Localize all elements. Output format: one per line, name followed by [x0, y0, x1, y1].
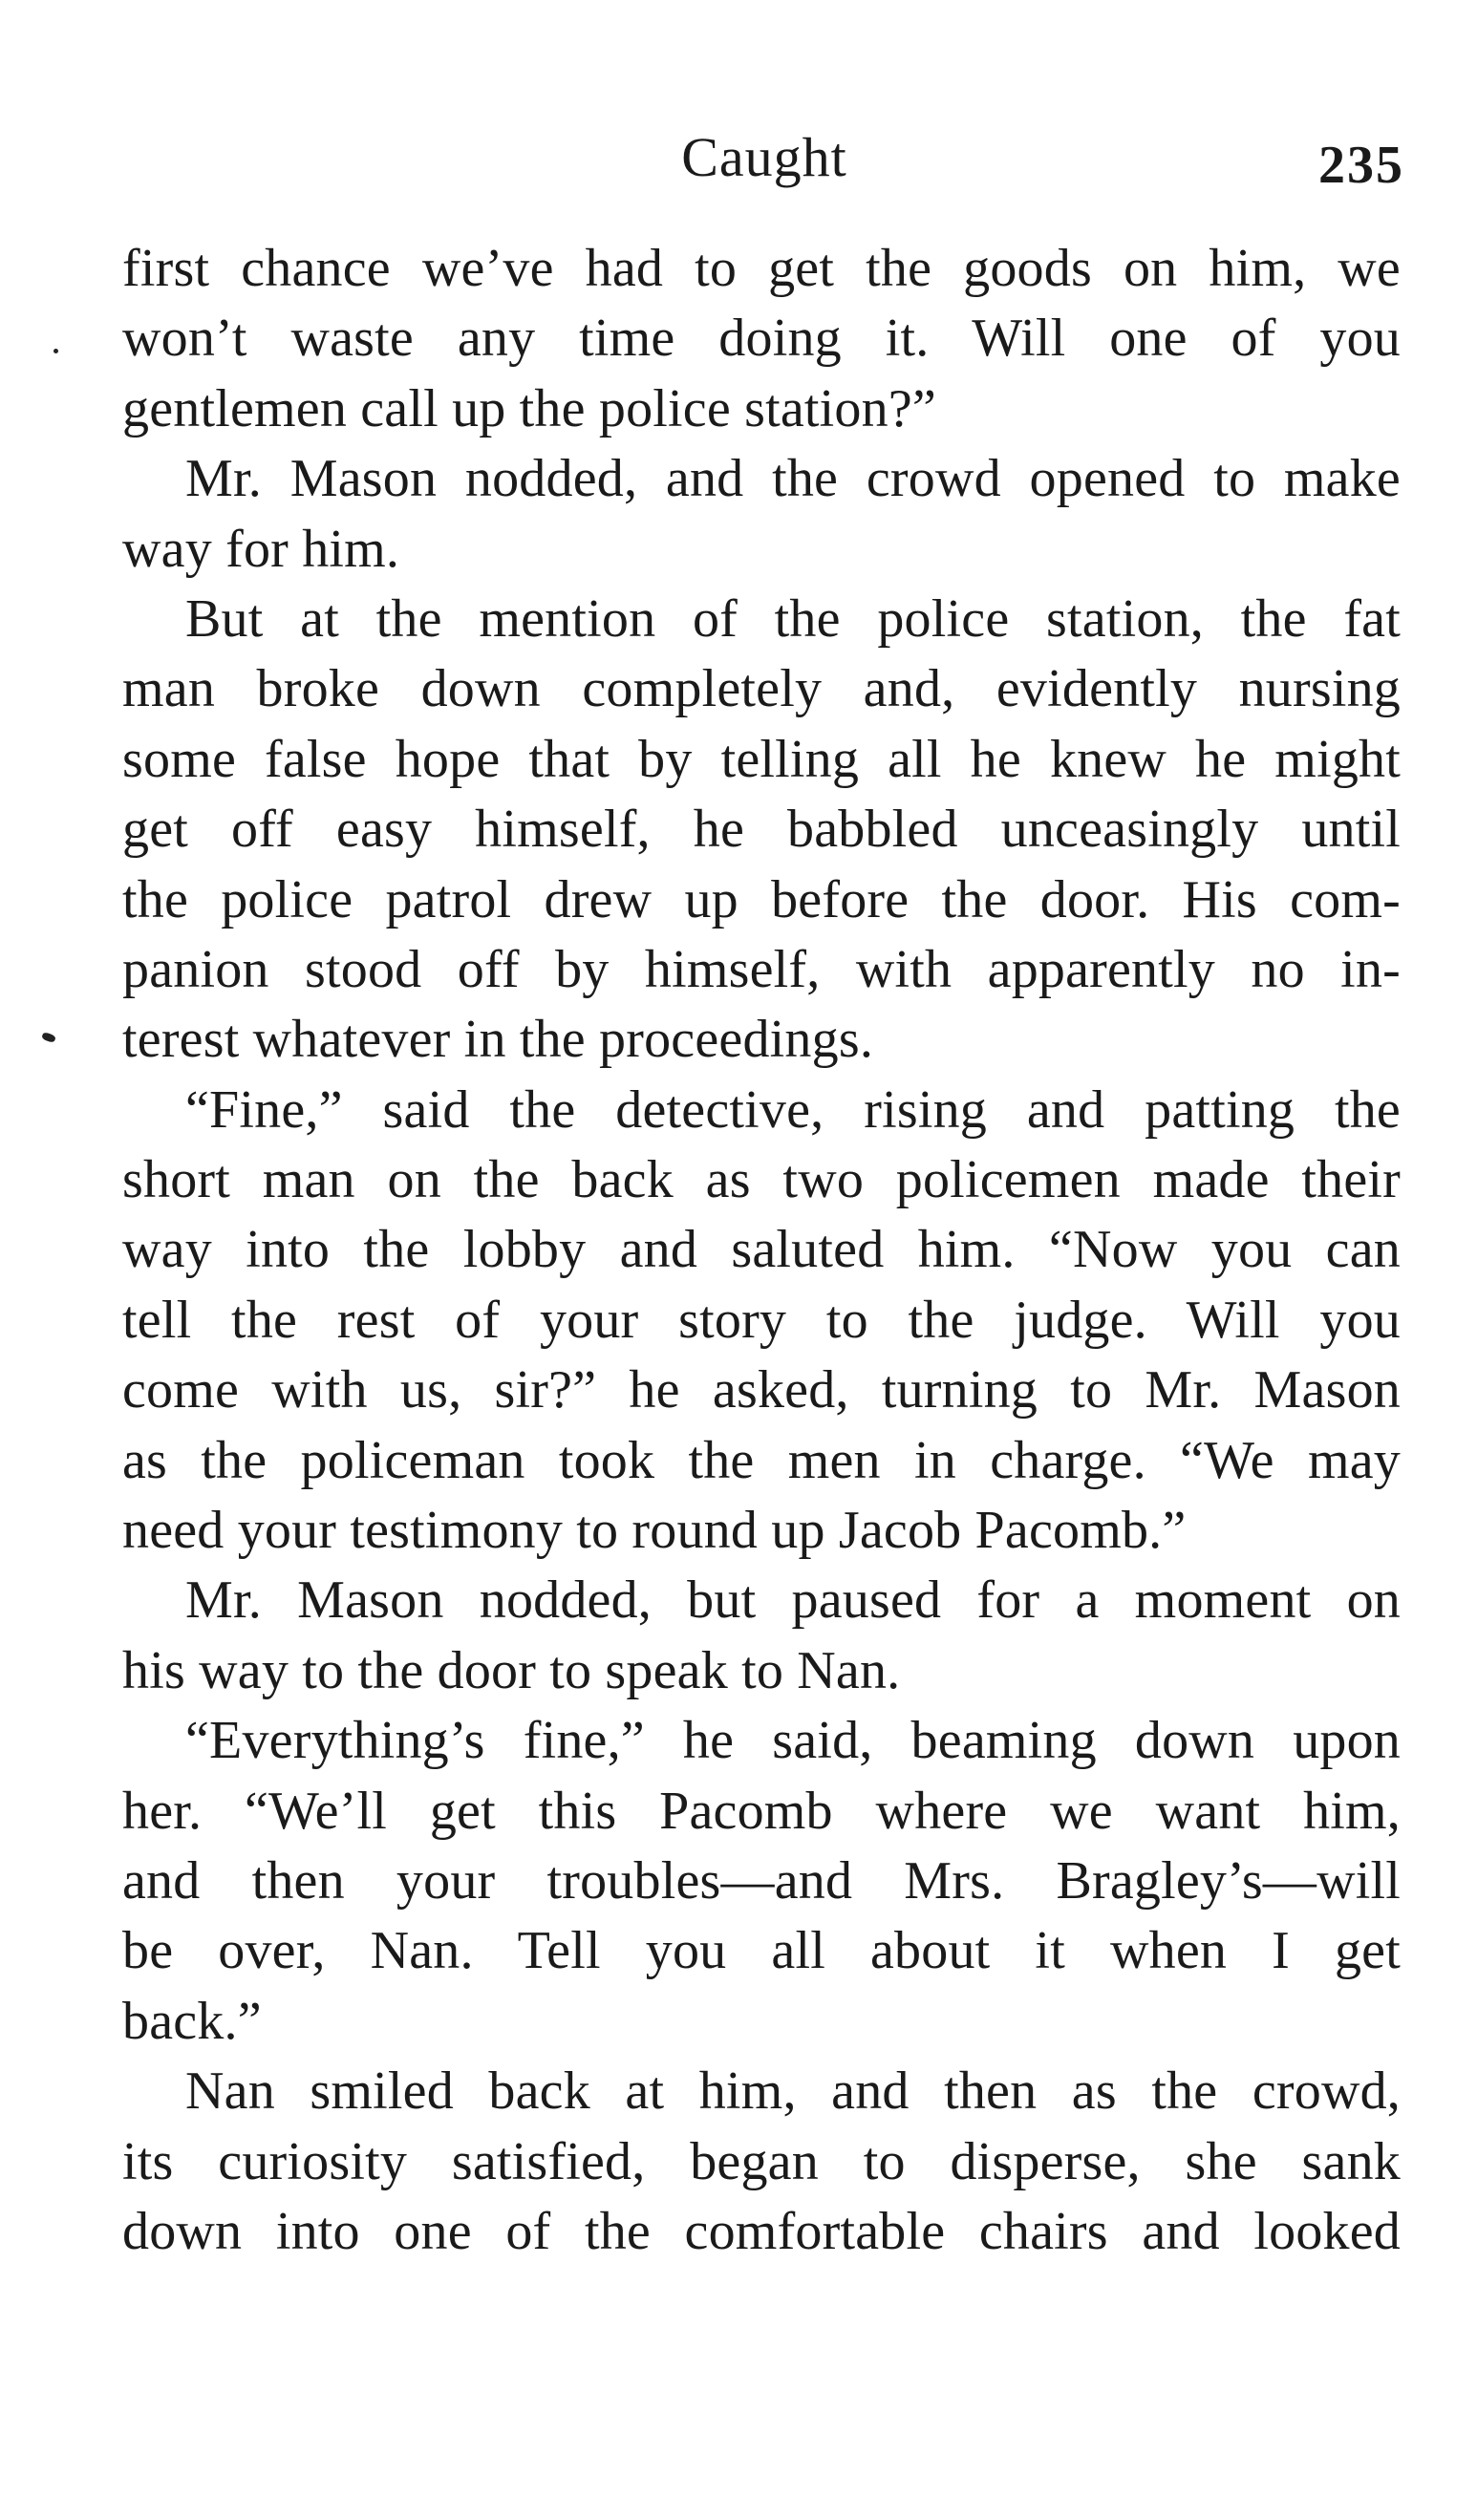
text-line: and then your troubles—and Mrs. Bragley’s—will: [122, 1850, 1401, 1911]
text-line: tell the rest of your story to the judge. Will you: [122, 1290, 1401, 1350]
text-line: as the policeman took the men in charge. “We may: [122, 1430, 1401, 1490]
text-line: down into one of the comfortable chairs and looked: [122, 2201, 1401, 2261]
text-line: first chance we’ve had to get the goods on him, we: [122, 239, 1401, 298]
text-line: Mr. Mason nodded, but paused for a moment on: [185, 1570, 1401, 1631]
text-line: man broke down completely and, evidently nursing: [122, 659, 1401, 719]
text-line: need your testimony to round up Jacob Pacomb.”: [122, 1501, 1187, 1561]
text-line: the police patrol drew up before the door. His com-: [122, 869, 1401, 929]
text-line: back.”: [122, 1991, 262, 2051]
text-line: get off easy himself, he babbled unceasingly until: [122, 800, 1401, 860]
text-line: short man on the back as two policemen made their: [122, 1150, 1401, 1210]
page-number: 235: [1318, 136, 1404, 195]
margin-speck: [41, 1032, 56, 1043]
text-line: Nan smiled back at him, and then as the crowd,: [185, 2061, 1401, 2122]
running-head: Caught: [681, 126, 847, 188]
text-line: its curiosity satisfied, began to disperse, she sank: [122, 2131, 1401, 2191]
text-line: But at the mention of the police station, the fat: [185, 588, 1401, 649]
text-line: terest whatever in the proceedings.: [122, 1010, 874, 1070]
text-line: won’t waste any time doing it. Will one of you: [122, 309, 1401, 369]
text-line: his way to the door to speak to Nan.: [122, 1640, 901, 1700]
text-line: way for him.: [122, 519, 400, 579]
text-line: panion stood off by himself, with apparently no in-: [122, 939, 1401, 999]
body-text: [122, 234, 1401, 2267]
text-line: be over, Nan. Tell you all about it when I get: [122, 1921, 1401, 1981]
text-line: way into the lobby and saluted him. “Now you can: [122, 1220, 1401, 1280]
text-line: gentlemen call up the police station?”: [122, 378, 936, 438]
text-line: come with us, sir?” he asked, turning to Mr. Mason: [122, 1360, 1401, 1420]
text-line: “Fine,” said the detective, rising and patting the: [185, 1079, 1401, 1140]
text-line: some false hope that by telling all he knew he might: [122, 729, 1401, 789]
text-line: Mr. Mason nodded, and the crowd opened to make: [185, 449, 1401, 509]
text-line: “Everything’s fine,” he said, beaming down upon: [185, 1711, 1401, 1771]
margin-speck: [54, 349, 58, 353]
text-line: her. “We’ll get this Pacomb where we want him,: [122, 1781, 1401, 1841]
page-header: [124, 124, 1404, 195]
